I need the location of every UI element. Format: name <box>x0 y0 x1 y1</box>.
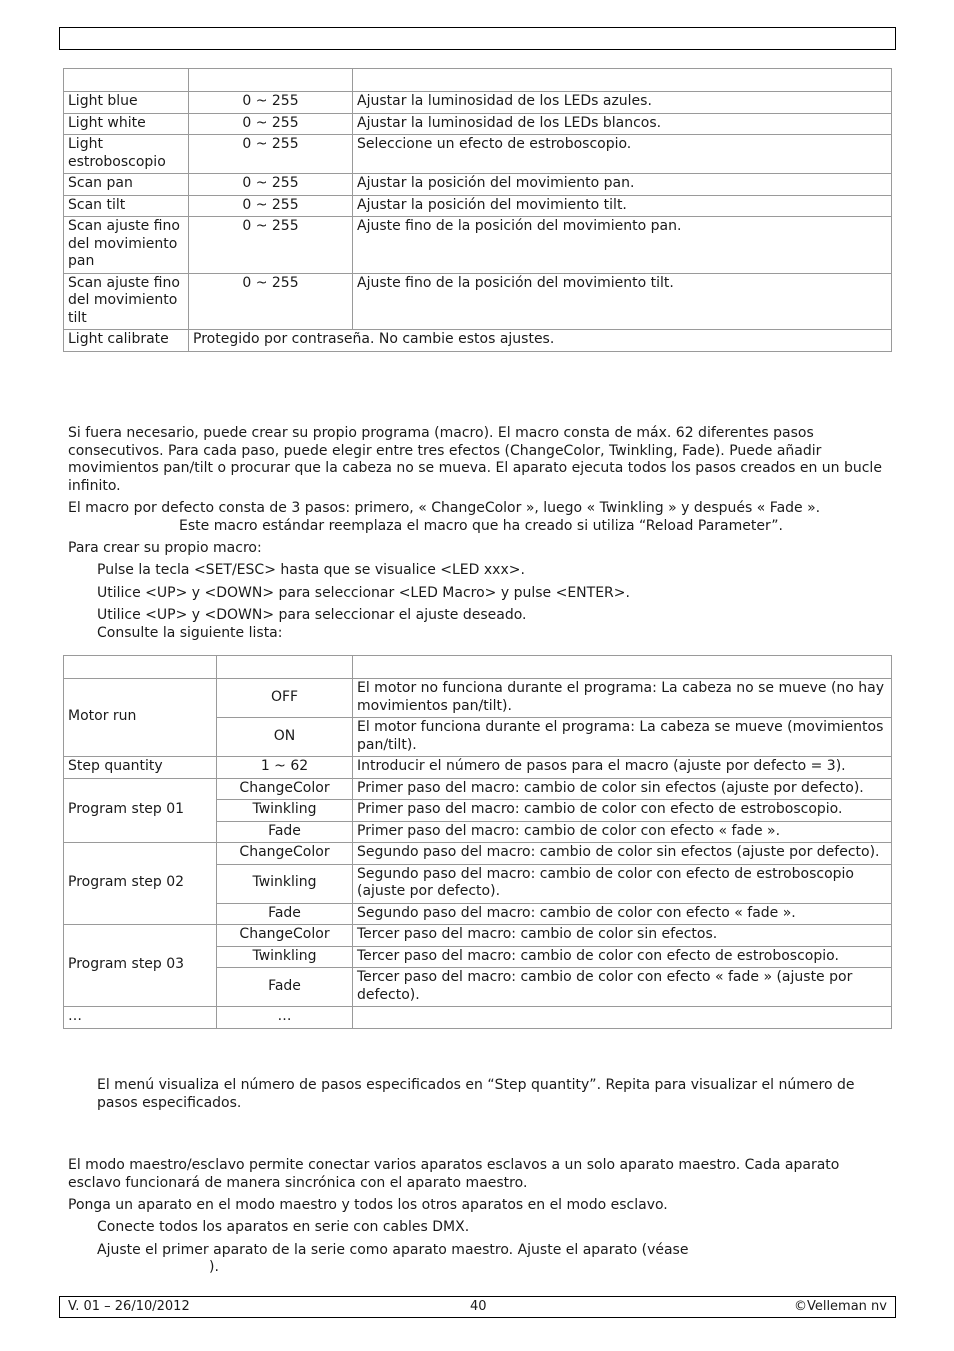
macro-option: Twinkling <box>217 946 353 968</box>
setting-desc: Ajuste fino de la posición del movimiento pan. <box>353 217 892 274</box>
table-row <box>64 757 892 779</box>
master-slave-instruction: Ponga un aparato en el modo maestro y todos los otros aparatos en el modo esclavo. <box>68 1197 668 1213</box>
macro-option: ChangeColor <box>217 778 353 800</box>
setting-desc: Ajustar la luminosidad de los LEDs blancos. <box>353 113 892 135</box>
table-row <box>64 195 892 217</box>
setting-range: 0 ~ 255 <box>189 195 353 217</box>
macro-setting-name: Motor run <box>64 679 217 757</box>
table-row <box>64 92 892 114</box>
setting-range: 0 ~ 255 <box>189 273 353 330</box>
macro-option-desc: Primer paso del macro: cambio de color con efecto de estroboscopio. <box>353 800 892 822</box>
setting-range: 0 ~ 255 <box>189 174 353 196</box>
setting-desc: Ajustar la posición del movimiento pan. <box>353 174 892 196</box>
macro-option-desc: Tercer paso del macro: cambio de color sin efectos. <box>353 925 892 947</box>
setting-name: Light blue <box>64 92 189 114</box>
footer-copyright: ©Velleman nv <box>793 1299 887 1314</box>
table-row <box>64 217 892 274</box>
footer-page-number: 40 <box>470 1299 487 1314</box>
macro-option-desc: Introducir el número de pasos para el macro (ajuste por defecto = 3). <box>353 757 892 779</box>
table-row <box>64 113 892 135</box>
macro-intro: Si fuera necesario, puede crear su propio programa (macro). El macro consta de máx. 62 diferentes pasos consecutivos. Para cada paso, puede elegir entre tres efectos (ChangeColor, Twinkling, Fade). Puede añadir movimientos pan/tilt o procurar que la cabeza no se mueva. El aparato ejecuta todos los pasos creados en un bucle infinito. <box>68 425 882 494</box>
macro-option: ChangeColor <box>217 925 353 947</box>
setting-name: Light calibrate <box>64 330 189 352</box>
master-step-2: Ajuste el primer aparato de la serie como aparato maestro. Ajuste el aparato (véase <box>97 1242 689 1258</box>
setting-name: Light estroboscopio <box>64 135 189 174</box>
settings-table <box>63 68 892 352</box>
macro-option: Fade <box>217 821 353 843</box>
page-header-box <box>59 27 896 50</box>
macro-option-desc: El motor no funciona durante el programa: La cabeza no se mueve (no hay movimientos pan/tilt). <box>353 679 892 718</box>
macro-howto: Para crear su propio macro: <box>68 540 262 556</box>
setting-name: Scan ajuste fino del movimiento pan <box>64 217 189 274</box>
setting-desc: Seleccione un efecto de estroboscopio. <box>353 135 892 174</box>
macro-option-desc: El motor funciona durante el programa: La cabeza se mueve (movimientos pan/tilt). <box>353 718 892 757</box>
macro-option-desc: Segundo paso del macro: cambio de color con efecto de estroboscopio (ajuste por defecto). <box>353 864 892 903</box>
master-step-1: Conecte todos los aparatos en serie con cables DMX. <box>97 1219 470 1235</box>
setting-range: 0 ~ 255 <box>189 135 353 174</box>
macro-table <box>63 655 892 1029</box>
macro-setting-name: … <box>64 1007 217 1029</box>
macro-option-desc: Tercer paso del macro: cambio de color con efecto de estroboscopio. <box>353 946 892 968</box>
macro-setting-name: Program step 02 <box>64 843 217 925</box>
macro-option: OFF <box>217 679 353 718</box>
master-slave-intro: El modo maestro/esclavo permite conectar varios aparatos esclavos a un solo aparato maestro. Cada aparato esclavo funcionará de manera sincrónica con el aparato maestro. <box>68 1157 840 1191</box>
table-row <box>64 135 892 174</box>
macro-step-1: Pulse la tecla <SET/ESC> hasta que se visualice <LED xxx>. <box>97 562 525 578</box>
step-quantity-note: El menú visualiza el número de pasos especificados en “Step quantity”. Repita para visualizar el número de pasos especificados. <box>97 1077 855 1111</box>
setting-name: Scan pan <box>64 174 189 196</box>
macro-option: … <box>217 1007 353 1029</box>
table-row <box>64 843 892 865</box>
macro-option-desc: Segundo paso del macro: cambio de color con efecto « fade ». <box>353 903 892 925</box>
table-header-row <box>64 69 892 92</box>
macro-option-desc: Primer paso del macro: cambio de color con efecto « fade ». <box>353 821 892 843</box>
setting-name: Scan ajuste fino del movimiento tilt <box>64 273 189 330</box>
table-row <box>64 330 892 352</box>
page-footer <box>59 1296 896 1318</box>
setting-desc: Ajustar la posición del movimiento tilt. <box>353 195 892 217</box>
macro-option-desc: Primer paso del macro: cambio de color sin efectos (ajuste por defecto). <box>353 778 892 800</box>
setting-name: Scan tilt <box>64 195 189 217</box>
table-row <box>64 1007 892 1029</box>
table-row <box>64 273 892 330</box>
macro-option: ChangeColor <box>217 843 353 865</box>
master-step-2-end: ). <box>209 1259 219 1275</box>
setting-range: 0 ~ 255 <box>189 217 353 274</box>
macro-option: Twinkling <box>217 800 353 822</box>
table-row <box>64 679 892 718</box>
table-row <box>64 778 892 800</box>
macro-option: 1 ~ 62 <box>217 757 353 779</box>
macro-step-3: Utilice <UP> y <DOWN> para seleccionar el ajuste deseado. <box>97 607 527 623</box>
setting-desc: Protegido por contraseña. No cambie estos ajustes. <box>189 330 892 352</box>
table-row <box>64 925 892 947</box>
setting-name: Light white <box>64 113 189 135</box>
footer-version: V. 01 – 26/10/2012 <box>68 1299 190 1314</box>
macro-option: Fade <box>217 968 353 1007</box>
setting-desc: Ajuste fino de la posición del movimiento tilt. <box>353 273 892 330</box>
table-header-row <box>64 656 892 679</box>
macro-option-desc <box>353 1007 892 1029</box>
macro-default-text: El macro por defecto consta de 3 pasos: primero, « ChangeColor », luego « Twinkling » y después « Fade ». <box>68 500 821 516</box>
macro-option-desc: Tercer paso del macro: cambio de color con efecto « fade » (ajuste por defecto). <box>353 968 892 1007</box>
macro-step-2: Utilice <UP> y <DOWN> para seleccionar <LED Macro> y pulse <ENTER>. <box>97 585 630 601</box>
macro-setting-name: Program step 01 <box>64 778 217 843</box>
setting-desc: Ajustar la luminosidad de los LEDs azules. <box>353 92 892 114</box>
macro-setting-name: Step quantity <box>64 757 217 779</box>
table-row <box>64 174 892 196</box>
setting-range: 0 ~ 255 <box>189 92 353 114</box>
macro-option: ON <box>217 718 353 757</box>
macro-step-3-note: Consulte la siguiente lista: <box>97 625 283 641</box>
macro-option: Fade <box>217 903 353 925</box>
setting-range: 0 ~ 255 <box>189 113 353 135</box>
macro-option: Twinkling <box>217 864 353 903</box>
macro-note: Este macro estándar reemplaza el macro que ha creado si utiliza “Reload Parameter”. <box>179 518 784 534</box>
macro-setting-name: Program step 03 <box>64 925 217 1007</box>
macro-option-desc: Segundo paso del macro: cambio de color sin efectos (ajuste por defecto). <box>353 843 892 865</box>
